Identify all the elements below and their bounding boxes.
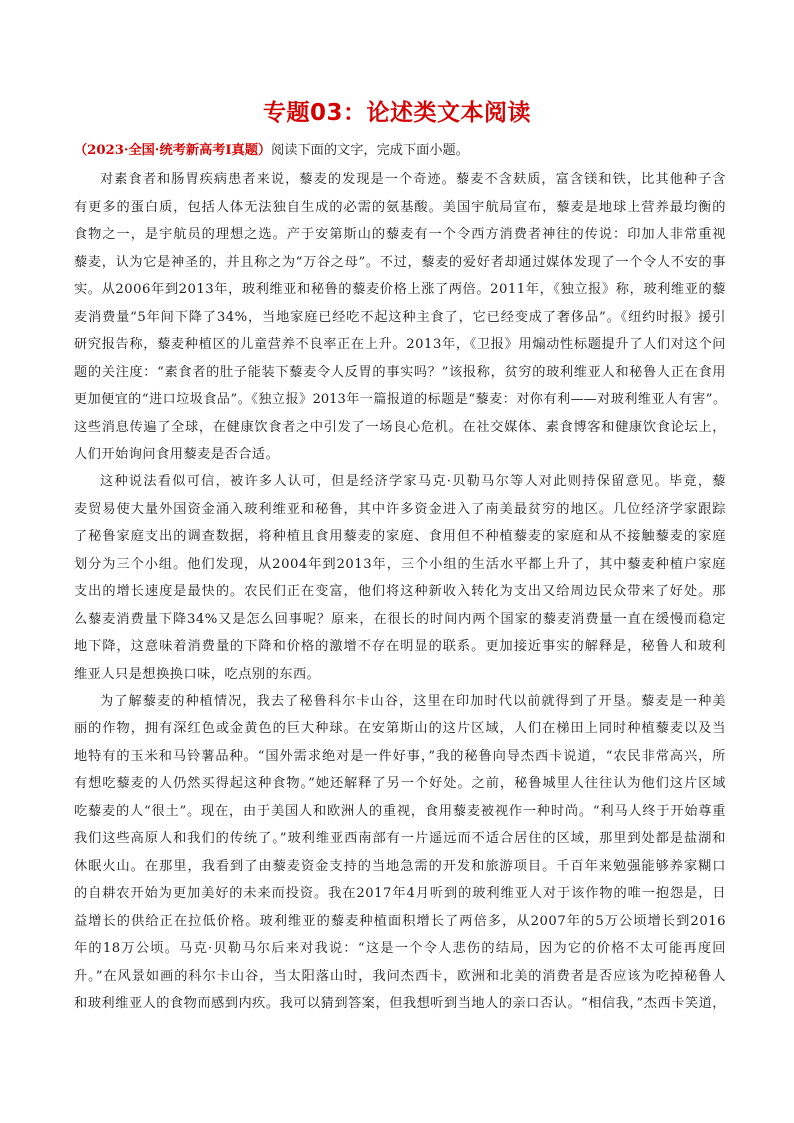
text-line: 划分为三个小组。他们发现，从2004年到2013年，三个小组的生活水平都上升了，其中藜麦种植户家庭 — [74, 557, 726, 572]
text-line: 麦消费量“5年间下降了34%，当地家庭已经吃不起这种主食了，它已经变成了奢侈品”。《纽约时报》援引 — [74, 310, 726, 325]
text-line: 我们这些高原人和我们的传统了。”玻利维亚西南部有一片遥远而不适合居住的区域，那里到处都是盐湖和 — [74, 831, 726, 846]
text-line: 丽的作物，拥有深红色或金黄色的巨大种球。在安第斯山的这片区域，人们在梯田上同时种植藜麦以及当 — [74, 721, 726, 736]
text-line: 支出的增长速度是最快的。农民们正在变富，他们将这种新收入转化为支出又给周边民众带来了好处。那 — [74, 584, 726, 599]
text-line: 的自耕农开始为更加美好的未来而投资。我在2017年4月听到的玻利维亚人对于该作物的唯一抱怨是，日 — [74, 886, 726, 901]
text-line: 藜麦，认为它是神圣的，并且称之为“万谷之母”。不过，藜麦的爱好者却通过媒体发现了一个令人不安的事 — [74, 255, 726, 270]
text-line: 维亚人只是想换换口味，吃点别的东西。 — [74, 667, 321, 682]
page-title: 专题03：论述类文本阅读 — [262, 100, 531, 126]
text-line: 这种说法看似可信，被许多人认可，但是经济学家马克·贝勒马尔等人对此则持保留意见。毕竟，藜 — [100, 474, 726, 489]
text-line: 实。从2006年到2013年，玻利维亚和秘鲁的藜麦价格上涨了两倍。2011年，《独立报》称，玻利维亚的藜 — [74, 282, 726, 297]
text-line: 益增长的供给正在拉低价格。玻利维亚的藜麦种植面积增长了两倍多，从2007年的5万公顷增长到2016 — [74, 914, 726, 929]
text-line: 对素食者和肠胃疾病患者来说，藜麦的发现是一个奇迹。藜麦不含麸质，富含镁和铁，比其他种子含 — [100, 172, 726, 187]
text-line: 更加便宜的“进口垃圾食品”。《独立报》2013年一篇报道的标题是“藜麦：对你有利——对玻利维亚人有害”。 — [74, 392, 726, 407]
text-line: 人们开始询问食用藜麦是否合适。 — [74, 447, 280, 462]
text-line: 研究报告称，藜麦种植区的儿童营养不良率正在上升。2013年，《卫报》用煽动性标题提升了人们对这个问 — [74, 337, 726, 352]
text-line: 么藜麦消费量下降34%又是怎么回事呢？原来，在很长的时间内两个国家的藜麦消费量一直在缓慢而稳定 — [74, 612, 726, 627]
text-line: 和玻利维亚人的食物而感到内疚。我可以猜到答案，但我想听到当地人的亲口否认。“相信我，”杰西卡笑道， — [74, 996, 726, 1011]
text-line: 休眠火山。在那里，我看到了由藜麦资金支持的当地急需的开发和旅游项目。千百年来勉强能够养家糊口 — [74, 859, 726, 874]
source-tag: （2023·全国·统考新高考Ⅰ真题） — [74, 143, 272, 158]
text-line: 麦贸易使大量外国资金涌入玻利维亚和秘鲁，其中许多资金进入了南美最贫穷的地区。几位经济学家跟踪 — [74, 502, 726, 517]
text-line: 食物之一，是宇航员的理想之选。产于安第斯山的藜麦有一个令西方消费者神往的传说：印加人非常重视 — [74, 227, 726, 242]
text-line: 了秘鲁家庭支出的调查数据，将种植且食用藜麦的家庭、食用但不种植藜麦的家庭和从不接触藜麦的家庭 — [74, 529, 726, 544]
question-source — [74, 141, 734, 161]
text-line: 地特有的玉米和马铃薯品种。“国外需求绝对是一件好事，”我的秘鲁向导杰西卡说道，“农民非常高兴，所 — [74, 749, 726, 764]
text-line: 升。”在风景如画的科尔卡山谷，当太阳落山时，我问杰西卡，欧洲和北美的消费者是否应该为吃掉秘鲁人 — [74, 969, 726, 984]
instruction-text: 阅读下面的文字，完成下面小题。 — [271, 143, 469, 158]
text-line: 有想吃藜麦的人仍然买得起这种食物。”她还解释了另一个好处。之前，秘鲁城里人往往认为他们这片区域 — [74, 776, 726, 791]
text-line: 地下降，这意味着消费量的下降和价格的激增不存在明显的联系。更加接近事实的解释是，秘鲁人和玻利 — [74, 639, 726, 654]
text-line: 题的关注度：“素食者的肚子能装下藜麦令人反胃的事实吗？”该报称，贫穷的玻利维亚人和秘鲁人正在食用 — [74, 365, 726, 380]
text-line: 这些消息传遍了全球，在健康饮食者之中引发了一场良心危机。在社交媒体、素食博客和健康饮食论坛上， — [74, 420, 726, 435]
text-line: 年的18万公顷。马克·贝勒马尔后来对我说：“这是一个令人悲伤的结局，因为它的价格不太可能再度回 — [74, 941, 726, 956]
text-line: 为了解藜麦的种植情况，我去了秘鲁科尔卡山谷，这里在印加时代以前就得到了开垦。藜麦是一种美 — [100, 694, 726, 709]
text-line: 有更多的蛋白质，包括人体无法独自生成的必需的氨基酸。美国宇航局宣布，藜麦是地球上营养最均衡的 — [74, 200, 726, 215]
text-line: 吃藜麦的人“很土”。现在，由于美国人和欧洲人的重视，食用藜麦被视作一种时尚。“利马人终于开始尊重 — [74, 804, 726, 819]
